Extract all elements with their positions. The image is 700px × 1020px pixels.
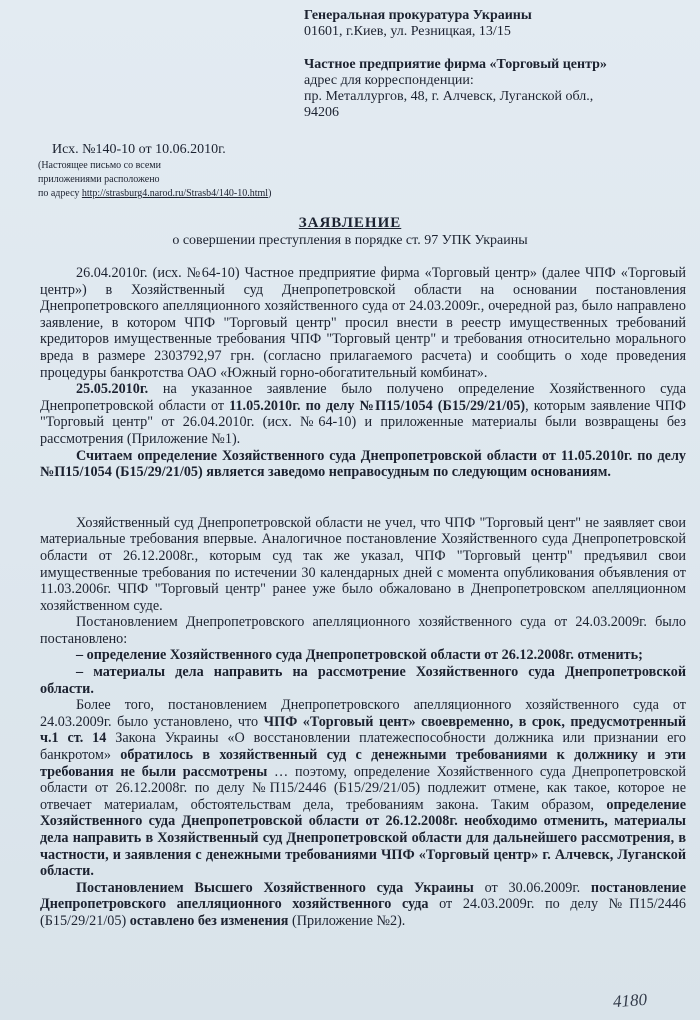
paragraph-2-date: 25.05.2010г. (76, 381, 149, 398)
recipient-company-address-line2: 94206 (304, 105, 339, 120)
paragraph-6: – определение Хозяйственного суда Днепропетровской области от 26.12.2008г. отменить; (76, 647, 643, 664)
paragraph-8-a: Более того, постановлением Днепропетровского апелляционного хозяйственного суда от 24.03.2009г. было установлено, что (40, 697, 686, 730)
paragraph-9-c: постановление Днепропетровского апелляционного хозяйственного суда (40, 879, 686, 913)
recipient-prosecutor-name: Генеральная прокуратура Украины (304, 8, 532, 23)
note-url-link[interactable]: http://strasburg4.narod.ru/Strasb4/140-10.html (81, 188, 269, 199)
attachment-note (38, 159, 271, 201)
document-title: ЗАЯВЛЕНИЕ (298, 215, 402, 231)
paragraph-8-f: определение Хозяйственного суда Днепропетровской области от 26.12.2008г. необходимо отменить, материалы дела направить в Хозяйственный суд Днепропетровской области для дальнейшего рассмотрения, в частности, и заявления с денежными требованиями ЧПФ «Торговый центр» г. Алчевск, Луганской области. (40, 796, 686, 880)
outgoing-number: Исх. №140-10 от 10.06.2010г. (52, 142, 226, 157)
paragraph-2-case: 11.05.2010г. по делу №П15/1054 (Б15/29/21/05) (229, 397, 526, 414)
paragraph-spacer (40, 481, 686, 515)
paragraph-9 (40, 880, 686, 930)
note-line3 (38, 187, 271, 201)
paragraph-8-d: обратилось в хозяйственный суд с денежными требованиями к должнику и эти требования не были рассмотрены (40, 747, 686, 780)
paragraph-5: Постановлением Днепропетровского апелляционного хозяйственного суда от 24.03.2009г. было постановлено: (40, 614, 686, 647)
paragraph-2 (40, 381, 686, 447)
paragraph-8-e: … поэтому, определение Хозяйственного суда Днепропетровской области от 26.12.2008г. по делу №П15/2446 (Б15/29/21/05) подлежит отмене, как такое, которое не отвечает материалам, обстоятельствам дела, требованиям закона. Таким образом, (40, 763, 687, 813)
paragraph-2-text: на указанное заявление было получено определение Хозяйственного суда Днепропетровской области от (40, 381, 686, 414)
paragraph-7: – материалы дела направить на рассмотрение Хозяйственного суда Днепропетровской области. (40, 664, 686, 697)
recipient-prosecutor (304, 8, 532, 40)
paragraph-9-d: от 24.03.2009г. по делу №П15/2446 (Б15/29/21/05) (40, 896, 686, 929)
handwritten-page-number: 4180 (612, 989, 648, 1012)
paragraph-3: Считаем определение Хозяйственного суда Днепропетровской области от 11.05.2010г. по делу №П15/1054 (Б15/29/21/05) является заведомо неправосудным по следующим основаниям. (40, 447, 686, 481)
document-subtitle: о совершении преступления в порядке ст. 97 УПК Украины (172, 233, 528, 248)
recipient-company (304, 57, 607, 121)
paragraph-8-b: ЧПФ «Торговый цент» своевременно, в срок, предусмотренный ч.1 ст. 14 (40, 713, 686, 747)
paragraph-9-b: от 30.06.2009г. (473, 879, 591, 896)
paragraph-9-a: Постановлением Высшего Хозяйственного суда Украины (76, 879, 474, 896)
paragraph-9-e: оставлено без изменения (129, 912, 289, 929)
recipient-company-name: Частное предприятие фирма «Торговый центр» (304, 57, 607, 72)
note-line1: (Настоящее письмо со всеми (38, 160, 161, 171)
paragraph-9-f: (Приложение №2). (288, 912, 406, 929)
document-body (40, 265, 686, 930)
paragraph-4: Хозяйственный суд Днепропетровской области не учел, что ЧПФ "Торговый цент" не заявляет свои материальные требования впервые. Аналогичное постановление Хозяйственного суда Днепропетровской области от 26.12.2008г., которым суд так же указал, ЧПФ "Торговый центр" предъявил свои имущественные требования по истечении 30 календарных дней с момента опубликования объявления от 11.03.2006г. ЧПФ "Торговый центр" ранее уже было обжаловано в Днепропетровском апелляционном хозяйственном суде. (40, 514, 686, 614)
note-line2: приложениями расположено (38, 174, 160, 185)
note-suffix: ) (268, 188, 272, 199)
recipient-prosecutor-address: 01601, г.Киев, ул. Резницкая, 13/15 (304, 24, 511, 39)
recipient-company-label: адрес для корреспонденции: (304, 73, 474, 88)
note-prefix: по адресу (38, 188, 82, 199)
paragraph-2-rest: , которым заявление ЧПФ "Торговый центр" от 26.04.2010г. (исх. №64-10) и приложенные материалы были возвращены без рассмотрения (Приложение №1). (40, 397, 686, 447)
recipient-company-address-line1: пр. Металлургов, 48, г. Алчевск, Луганской обл., (304, 89, 594, 104)
paragraph-8 (40, 697, 686, 880)
paragraph-1: 26.04.2010г. (исх. №64-10) Частное предприятие фирма «Торговый центр» (далее ЧПФ «Торговый центр») в Хозяйственный суд Днепропетровской области на основании постановления Днепропетровского апелляционного хозяйственного суда от 24.03.2009г., очередной раз, было направлено заявление, в котором ЧПФ "Торговый центр" просил внести в реестр имущественных требований кредиторов имущественные требования ЧПФ "Торговый центр" и требования относительно морального вреда в размере 2303792,97 грн. (согласно прилагаемого расчета) и сообщить о ходе проведения процедуры банкротства ОАО «Южный горно-обогатительный комбинат». (40, 265, 686, 381)
paragraph-8-c: Закона Украины «О восстановлении платежеспособности должника или признании его банкротом» (40, 730, 686, 764)
